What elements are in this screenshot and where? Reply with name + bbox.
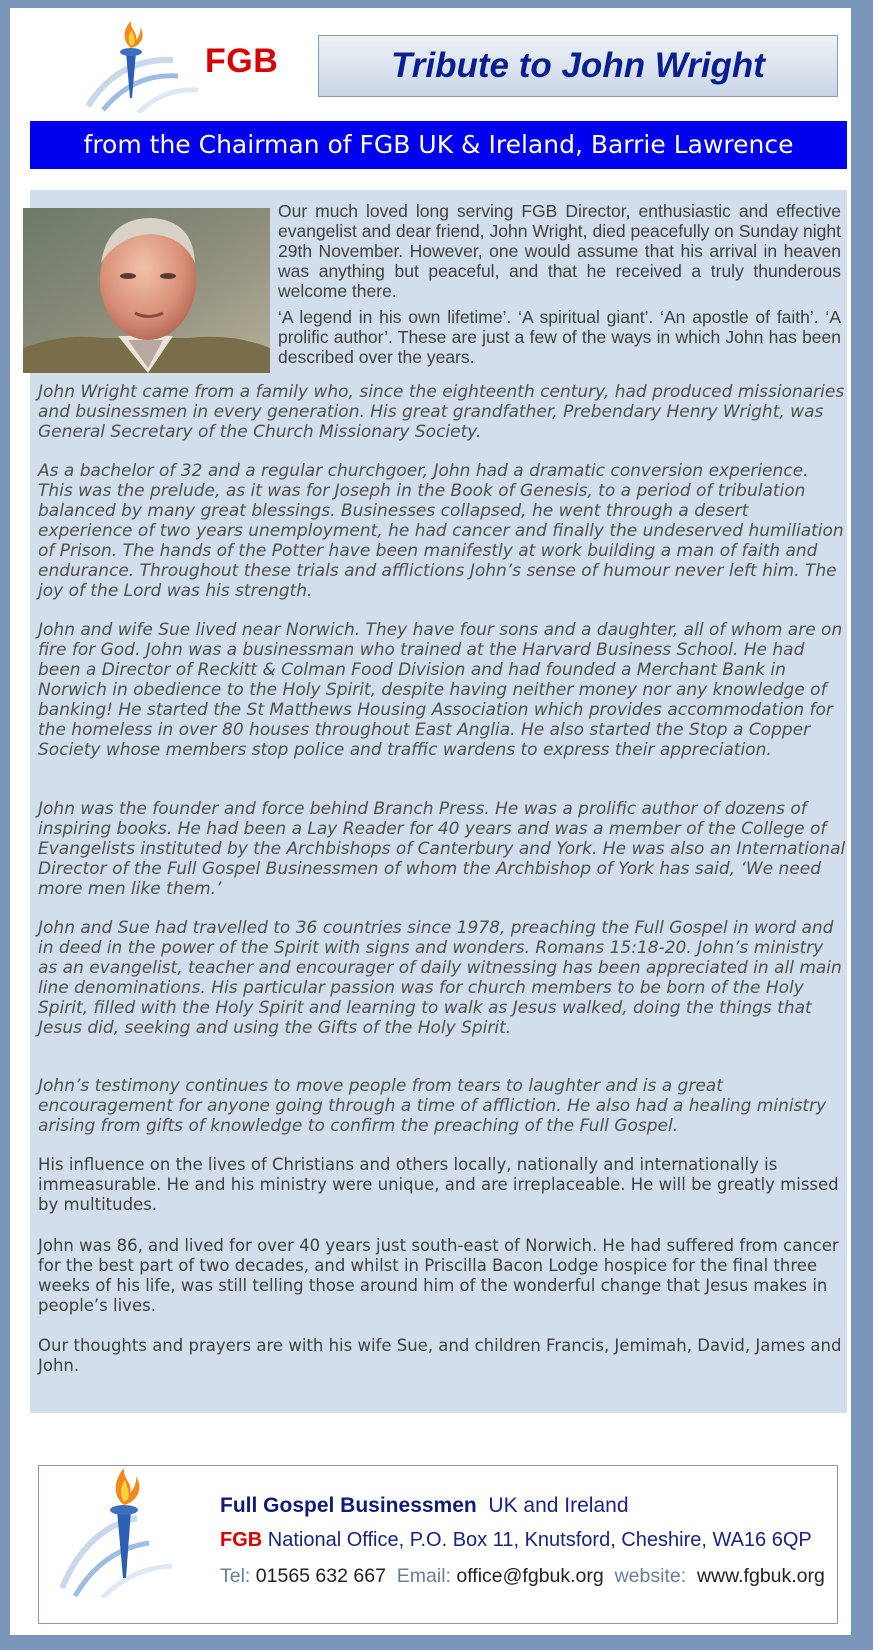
body-paragraph: As a bachelor of 32 and a regular churchgoer, John had a dramatic conversion experience. This was the prelude, as it was for Joseph in the Book of Genesis, to a period of tribulation balanced by many great blessings. Businesses collapsed, he went through a desert experience of two years unemployment, he had cancer and finally the undeserved humiliation of Prison. The hands of the Potter have been manifestly at work building a man of faith and endurance. Throughout these trials and afflictions John’s sense of humour never left him. The joy of the Lord was his strength. <box>38 461 844 601</box>
john-wright-photo <box>23 208 270 373</box>
footer-address-line <box>220 1529 812 1552</box>
body-paragraph: His influence on the lives of Christians and others locally, nationally and internationally is immeasurable. He and his ministry were unique, and are irreplaceable. He will be greatly missed by multitudes. <box>38 1155 839 1214</box>
footer-org-name: Full Gospel Businessmen <box>220 1494 477 1517</box>
page-title: Tribute to John Wright <box>391 46 765 85</box>
body-paragraph: John Wright came from a family who, since the eighteenth century, had produced missionaries and businessmen in every generation. His great grandfather, Prebendary Henry Wright, was General Secretary of the Church Missionary Society. <box>38 382 845 442</box>
body-paragraph: John was 86, and lived for over 40 years just south-east of Norwich. He had suffered from cancer for the best part of two decades, and whilst in Priscilla Bacon Lodge hospice for the final three weeks of his life, was still telling those around him of the wonderful change that Jesus makes in people’s lives. <box>38 1236 839 1315</box>
intro-text <box>278 201 841 373</box>
body-paragraph: John and wife Sue lived near Norwich. They have four sons and a daughter, all of whom are on fire for God. John was a businessman who trained at the Harvard Business School. He had been a Director of Reckitt & Colman Food Division and had founded a Merchant Bank in Norwich in obedience to the Holy Spirit, despite having neither money nor any knowledge of banking! He started the St Matthews Housing Association which provides accommodation for the homeless in over 80 houses throughout East Anglia. He also started the Stop a Copper Society whose members stop police and traffic wardens to express their appreciation. <box>38 620 843 760</box>
body-paragraph: John’s testimony continues to move people from tears to laughter and is a great encouragement for anyone going through a time of affliction. He also had a healing ministry arising from gifts of knowledge to confirm the preaching of the Full Gospel. <box>38 1076 827 1136</box>
body-paragraph: John was the founder and force behind Branch Press. He was a prolific author of dozens of inspiring books. He had been a Lay Reader for 40 years and was a member of the College of Evangelists instituted by the Archbishops of Canterbury and York. He was also an International Director of the Full Gospel Businessmen of whom the Archbishop of York has said, ‘We need more men like them.’ <box>38 799 846 899</box>
email-label: Email: <box>396 1565 451 1587</box>
website-label: website: <box>614 1565 687 1587</box>
fgb-logo-text: FGB <box>205 42 279 80</box>
subtitle-banner: from the Chairman of FGB UK & Ireland, Barrie Lawrence <box>30 121 847 169</box>
fgb-torch-logo-icon <box>57 1458 207 1598</box>
intro-paragraph: Our much loved long serving FGB Director, enthusiastic and effective evangelist and dear friend, John Wright, died peacefully on Sunday night 29th November. However, one would assume that his arrival in heaven was anything but peaceful, and that he received a truly thunderous welcome there. <box>278 201 841 301</box>
footer-fgb: FGB <box>220 1529 263 1551</box>
footer-address: National Office, P.O. Box 11, Knutsford, Cheshire, WA16 6QP <box>267 1529 812 1551</box>
footer-contact-box <box>38 1465 838 1624</box>
email-link[interactable]: office@fgbuk.org <box>456 1565 604 1587</box>
title-banner <box>318 35 838 97</box>
body-paragraph: John and Sue had travelled to 36 countries since 1978, preaching the Full Gospel in word and in deed in the power of the Spirit with signs and wonders. Romans 15:18-20. John’s ministry as an evangelist, teacher and encourager of daily witnessing has been appreciated in all main line denominations. His particular passion was for church members to be born of the Holy Spirit, filled with the Holy Spirit and learning to walk as Jesus walked, doing the things that Jesus did, seeking and using the Gifts of the Holy Spirit. <box>38 918 842 1038</box>
intro-paragraph: ‘A legend in his own lifetime’. ‘A spiritual giant’. ‘An apostle of faith’. ‘A prolific author’. These are just a few of the ways in which John has been described over the years. <box>278 307 841 367</box>
body-paragraph: Our thoughts and prayers are with his wife Sue, and children Francis, Jemimah, David, James and John. <box>38 1336 842 1375</box>
footer-org-region: UK and Ireland <box>488 1494 629 1517</box>
tel-value: 01565 632 667 <box>255 1565 386 1587</box>
footer-org-line <box>220 1494 629 1518</box>
website-link[interactable]: www.fgbuk.org <box>696 1565 825 1587</box>
footer-contact-line <box>220 1565 825 1588</box>
tel-label: Tel: <box>220 1565 251 1587</box>
